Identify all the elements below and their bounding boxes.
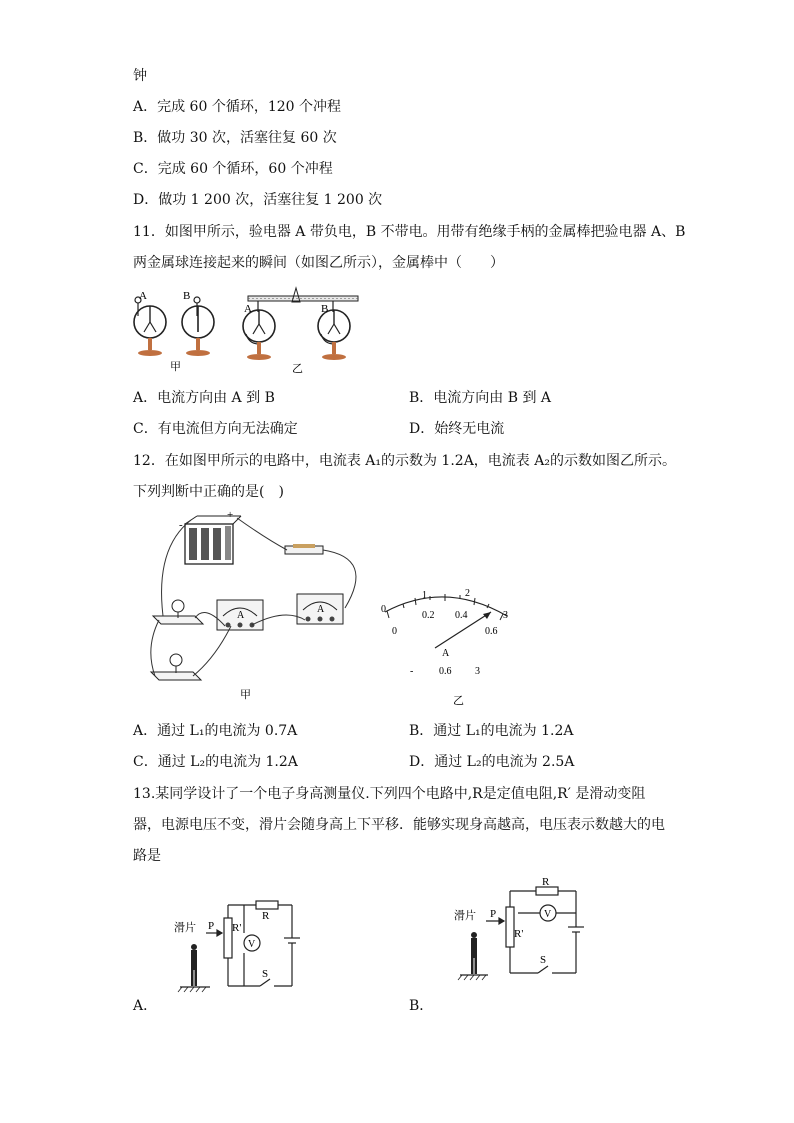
dial-bottom-0: 0 (392, 626, 397, 637)
ammeter-a2-letter: A (317, 604, 325, 615)
slider-label-b: 滑片 (454, 910, 476, 922)
q12-caption-jia: 甲 (240, 689, 251, 701)
v-label-a: V (248, 939, 256, 950)
label-b-yi: B (321, 303, 329, 315)
q12-option-c[interactable]: C．通过 L₂的电流为 1.2A (133, 754, 298, 770)
battery-minus: - (179, 519, 183, 531)
q12-caption-yi: 乙 (453, 695, 464, 707)
s-label-a: S (262, 968, 269, 980)
q11-electroscope-figure (128, 286, 368, 378)
q10-option-d[interactable]: D．做功 1 200 次，活塞往复 1 200 次 (133, 192, 383, 208)
ammeter-dial (385, 594, 507, 648)
q11-option-c[interactable]: C．有电流但方向无法确定 (133, 421, 298, 437)
q12-circuit-figure (145, 508, 515, 708)
q13-stem-line1: 13.某同学设计了一个电子身高测量仪.下列四个电路中,R是定值电阻,R′ 是滑动变阻 (133, 786, 646, 802)
q13-stem-line3: 路是 (133, 848, 161, 864)
q11-option-a[interactable]: A．电流方向由 A 到 B (133, 390, 275, 406)
bulb-l1 (153, 600, 203, 624)
terminal-minus: - (410, 666, 414, 677)
dial-top-3: 3 (503, 610, 508, 621)
q13-option-b[interactable]: B． (409, 998, 434, 1014)
q12-option-b[interactable]: B．通过 L₁的电流为 1.2A (409, 723, 574, 739)
battery-plus: + (227, 509, 234, 521)
electroscope-b-jia (182, 297, 214, 356)
q12-stem-line1: 12．在如图甲所示的电路中，电流表 A₁的示数为 1.2A，电流表 A₂的示数如图乙所示。 (133, 453, 676, 469)
switch (285, 544, 323, 554)
slider-label-a: 滑片 (174, 922, 196, 934)
label-a-jia: A (139, 290, 147, 302)
ammeter-a1-letter: A (237, 610, 245, 621)
label-a-yi: A (244, 303, 252, 315)
q13-option-a[interactable]: A． (133, 998, 158, 1014)
q12-option-a[interactable]: A．通过 L₁的电流为 0.7A (133, 723, 298, 739)
q10-stem-continuation: 钟 (133, 68, 147, 84)
q13-stem-line2: 器，电源电压不变，滑片会随身高上下平移．能够实现身高越高，电压表示数越大的电 (133, 817, 665, 833)
terminal-06: 0.6 (439, 666, 452, 677)
electroscope-a-jia (134, 297, 166, 356)
metal-rod (248, 288, 358, 302)
person-a-icon (191, 944, 197, 986)
terminal-3: 3 (475, 666, 480, 677)
q10-option-c[interactable]: C．完成 60 个循环，60 个冲程 (133, 161, 333, 177)
r-label-b: R (542, 877, 550, 888)
rprime-label-b: R' (514, 928, 524, 940)
p-label-a: P (208, 920, 215, 932)
dial-zero-outer: 0 (381, 604, 386, 615)
caption-jia: 甲 (170, 361, 181, 373)
caption-yi: 乙 (292, 363, 303, 375)
dial-top-1: 1 (422, 590, 427, 601)
v-label-b: V (544, 909, 552, 920)
q10-option-a[interactable]: A．完成 60 个循环，120 个冲程 (133, 99, 341, 115)
dial-bottom-04: 0.4 (455, 610, 468, 621)
dial-top-2: 2 (465, 588, 470, 599)
q11-option-d[interactable]: D．始终无电流 (409, 421, 505, 437)
dial-unit: A (442, 648, 450, 659)
r-label-a: R (262, 910, 270, 922)
person-b-icon (471, 932, 477, 974)
q12-option-d[interactable]: D．通过 L₂的电流为 2.5A (409, 754, 575, 770)
label-b-jia: B (183, 290, 191, 302)
q13-circuit-b (452, 877, 592, 987)
battery (185, 516, 241, 564)
q11-stem-line1: 11．如图甲所示，验电器 A 带负电，B 不带电。用带有绝缘手柄的金属棒把验电器 A、B (133, 224, 686, 240)
rprime-label-a: R' (232, 922, 242, 934)
q12-stem-line2: 下列判断中正确的是( ) (133, 484, 284, 500)
q13-circuit-a (170, 893, 320, 998)
dial-bottom-02: 0.2 (422, 610, 435, 621)
q11-stem-line2: 两金属球连接起来的瞬间（如图乙所示），金属棒中（ ） (133, 255, 504, 271)
s-label-b: S (540, 954, 547, 966)
dial-bottom-06: 0.6 (485, 626, 498, 637)
q11-option-b[interactable]: B．电流方向由 B 到 A (409, 390, 552, 406)
p-label-b: P (490, 908, 497, 920)
q10-option-b[interactable]: B．做功 30 次，活塞往复 60 次 (133, 130, 337, 146)
